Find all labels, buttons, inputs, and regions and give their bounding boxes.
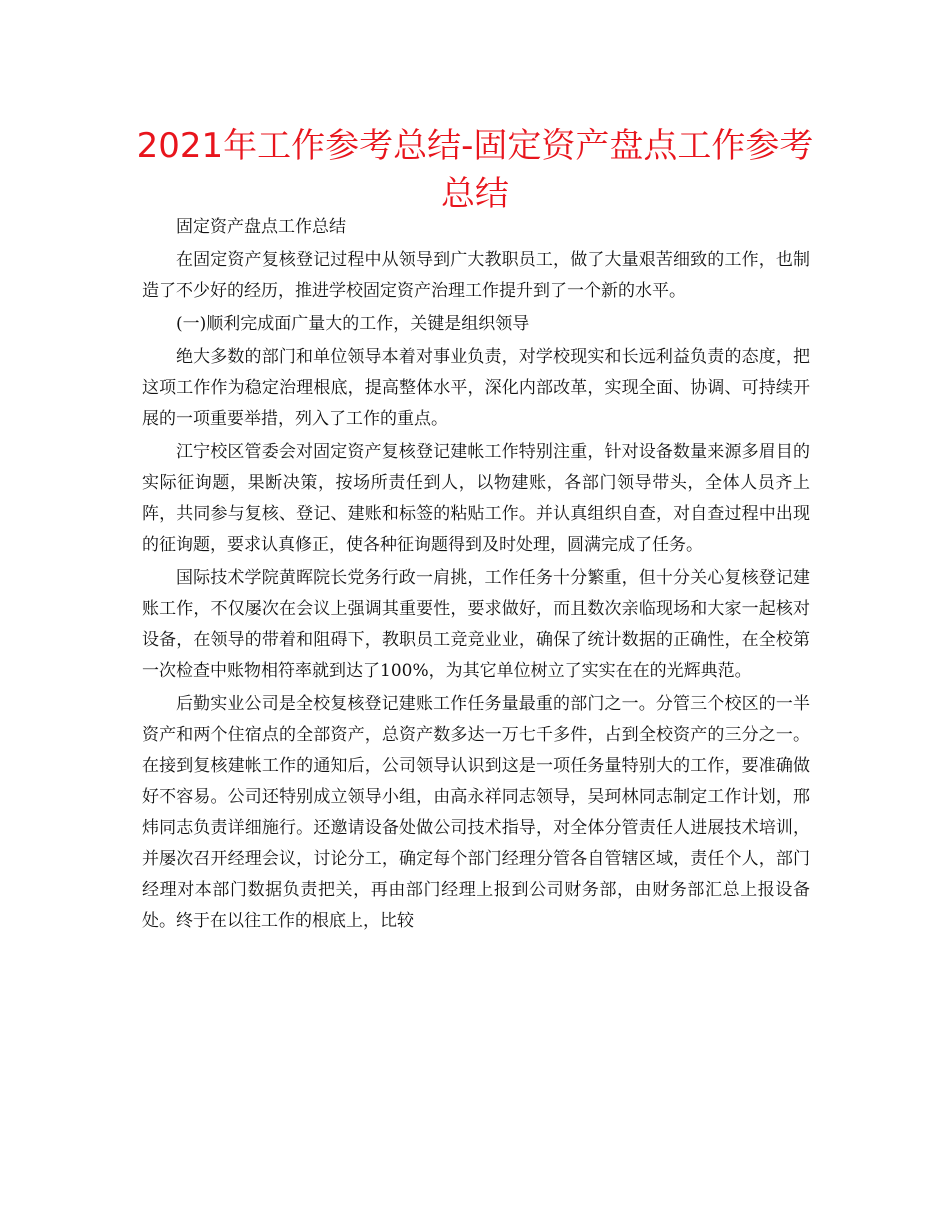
- paragraph-heading: 固定资产盘点工作总结: [176, 217, 346, 237]
- section-heading: (一)顺利完成面广量大的工作，关键是组织领导: [176, 314, 530, 334]
- paragraph: 国际技术学院黄晖院长党务行政一肩挑，工作任务十分繁重，但十分关心复核登记建账工作，不仅屡次在会议上强调其重要性，要求做好，而且数次亲临现场和大家一起核对设备，在领导的带着和阻碍下，教职员工竞竞业业，确保了统计数据的正确性，在全校第一次检查中账物相符率就到达了100%，为其它单位树立了实实在在的光辉典范。: [142, 568, 810, 681]
- paragraph: 后勤实业公司是全校复核登记建账工作任务量最重的部门之一。分管三个校区的一半资产和两个住宿点的全部资产，总资产数多达一万七千多件，占到全校资产的三分之一。在接到复核建帐工作的通知后，公司领导认识到这是一项任务量特别大的工作，要准确做好不容易。公司还特别成立领导小组，由高永祥同志领导，吴珂林同志制定工作计划，邢炜同志负责详细施行。还邀请设备处做公司技术指导，对全体分管责任人进展技术培训，并屡次召开经理会议，讨论分工，确定每个部门经理分管各自管辖区域，责任个人，部门经理对本部门数据负责把关，再由部门经理上报到公司财务部，由财务部汇总上报设备处。终于在以往工作的根底上，比较: [142, 694, 810, 931]
- document-title: 2021年工作参考总结-固定资产盘点工作参考总结: [136, 126, 814, 214]
- paragraph: 绝大多数的部门和单位领导本着对事业负责，对学校现实和长远利益负责的态度，把这项工作作为稳定治理根底，提高整体水平，深化内部改革，实现全面、协调、可持续开展的一项重要举措，列入了工作的重点。: [142, 347, 810, 429]
- paragraph: 在固定资产复核登记过程中从领导到广大教职员工，做了大量艰苦细致的工作，也制造了不少好的经历，推进学校固定资产治理工作提升到了一个新的水平。: [142, 250, 810, 301]
- document-body: [142, 212, 810, 939]
- paragraph: 江宁校区管委会对固定资产复核登记建帐工作特别注重，针对设备数量来源多眉目的实际征询题，果断决策，按场所责任到人，以物建账，各部门领导带头，全体人员齐上阵，共同参与复核、登记、建账和标签的粘贴工作。并认真组织自查，对自查过程中出现的征询题，要求认真修正，使各种征询题得到及时处理，圆满完成了任务。: [142, 442, 810, 555]
